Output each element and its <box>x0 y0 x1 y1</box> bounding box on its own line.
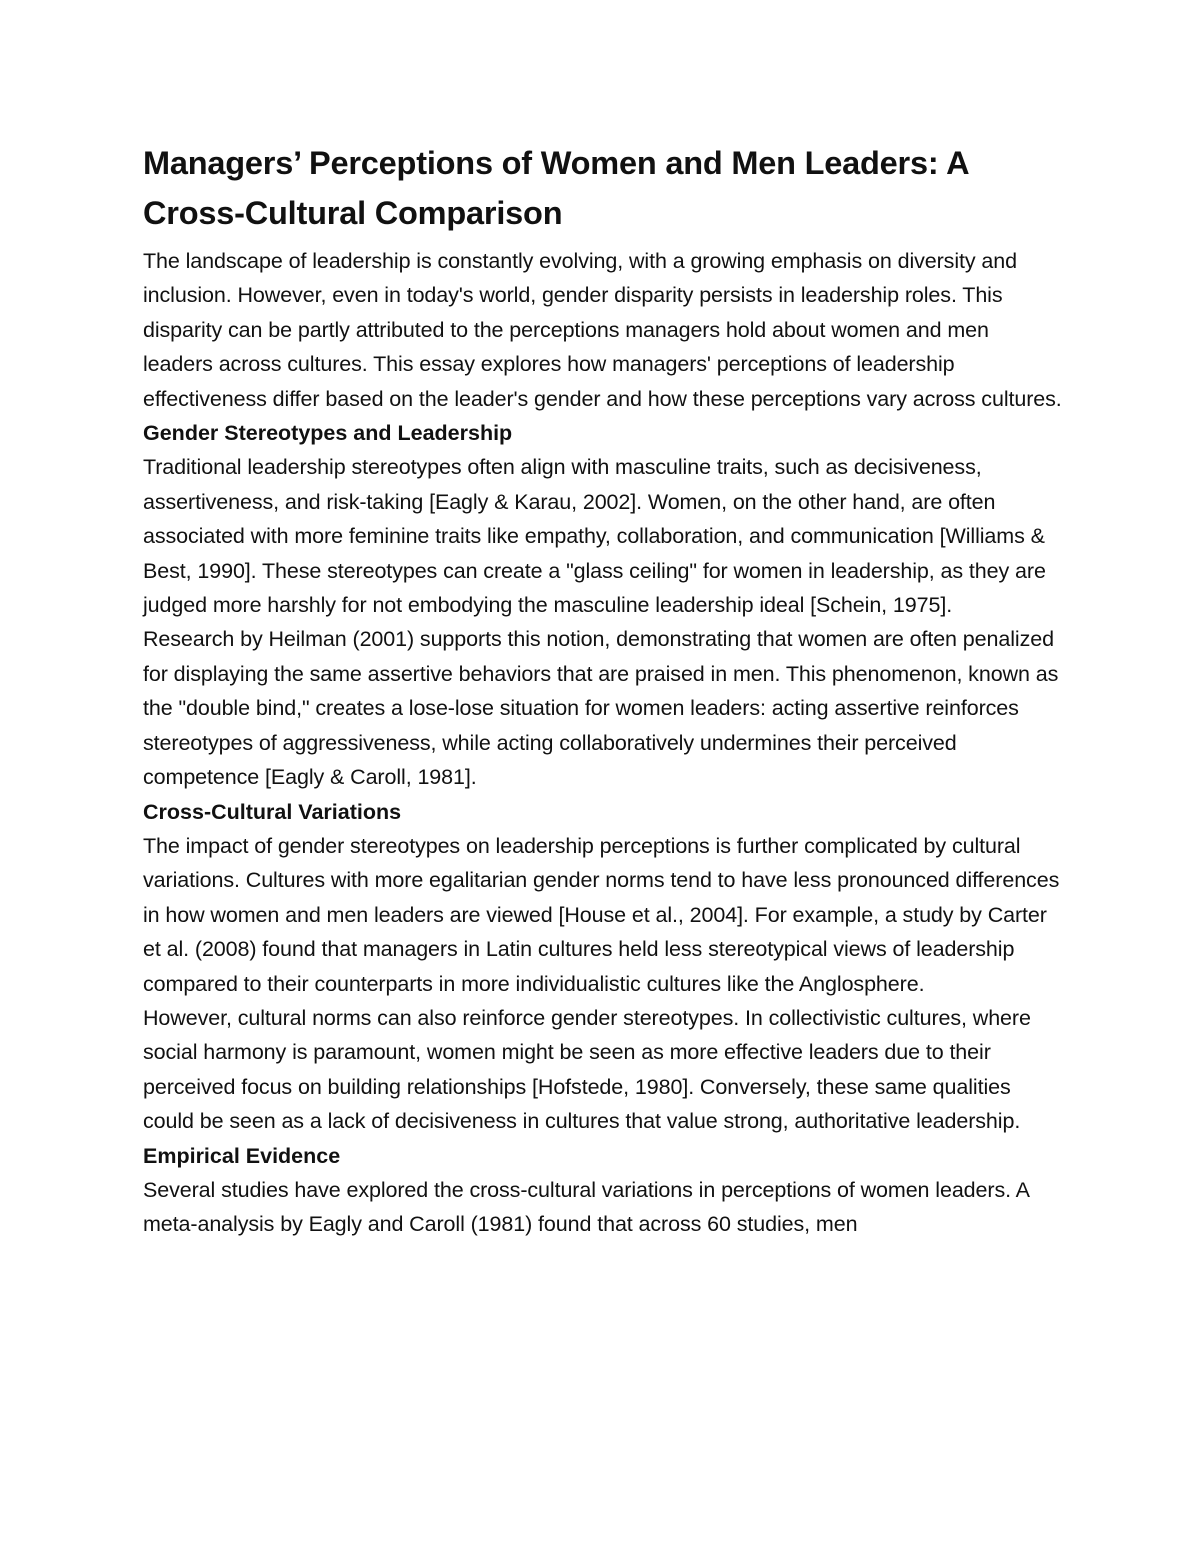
section-heading-empirical-evidence: Empirical Evidence <box>143 1143 341 1168</box>
section-heading-cross-cultural: Cross-Cultural Variations <box>143 799 402 824</box>
document-page <box>143 138 1063 1242</box>
document-title: Managers’ Perceptions of Women and Men Leaders: A Cross-Cultural Comparison <box>143 145 969 231</box>
section-paragraph: Several studies have explored the cross-cultural variations in perceptions of women leaders. A meta-analysis by Eagly and Caroll (1981) found that across 60 studies, men <box>143 1177 1029 1237</box>
intro-paragraph: The landscape of leadership is constantly evolving, with a growing emphasis on diversity and inclusion. However, even in today's world, gender disparity persists in leadership roles. This disparity can be partly attributed to the perceptions managers hold about women and men leaders across cultures. This essay explores how managers' perceptions of leadership effectiveness differ based on the leader's gender and how these perceptions vary across cultures. <box>143 249 1062 411</box>
section-paragraph: The impact of gender stereotypes on leadership perceptions is further complicated by cultural variations. Cultures with more egalitarian gender norms tend to have less pronounced differences in how women and men leaders are viewed [House et al., 2004]. For example, a study by Carter et al. (2008) found that managers in Latin cultures held less stereotypical views of leadership compared to their counterparts in more individualistic cultures like the Anglosphere. <box>143 833 1060 996</box>
section-paragraph: However, cultural norms can also reinforce gender stereotypes. In collectivistic cultures, where social harmony is paramount, women might be seen as more effective leaders due to their perceived focus on building relationships [Hofstede, 1980]. Conversely, these same qualities could be seen as a lack of decisiveness in cultures that value strong, authoritative leadership. <box>143 1005 1031 1134</box>
section-heading-gender-stereotypes: Gender Stereotypes and Leadership <box>143 421 513 446</box>
section-paragraph: Traditional leadership stereotypes often align with masculine traits, such as decisiveness, assertiveness, and risk-taking [Eagly & Karau, 2002]. Women, on the other hand, are often associated with more feminine traits like empathy, collaboration, and communication [Williams & Best, 1990]. These stereotypes can create a "glass ceiling" for women in leadership, as they are judged more harshly for not embodying the masculine leadership ideal [Schein, 1975]. <box>143 455 1046 618</box>
section-paragraph: Research by Heilman (2001) supports this notion, demonstrating that women are often penalized for displaying the same assertive behaviors that are praised in men. This phenomenon, known as the "double bind," creates a lose-lose situation for women leaders: acting assertive reinforces stereotypes of aggressiveness, while acting collaboratively undermines their perceived competence [Eagly & Caroll, 1981]. <box>143 627 1059 790</box>
